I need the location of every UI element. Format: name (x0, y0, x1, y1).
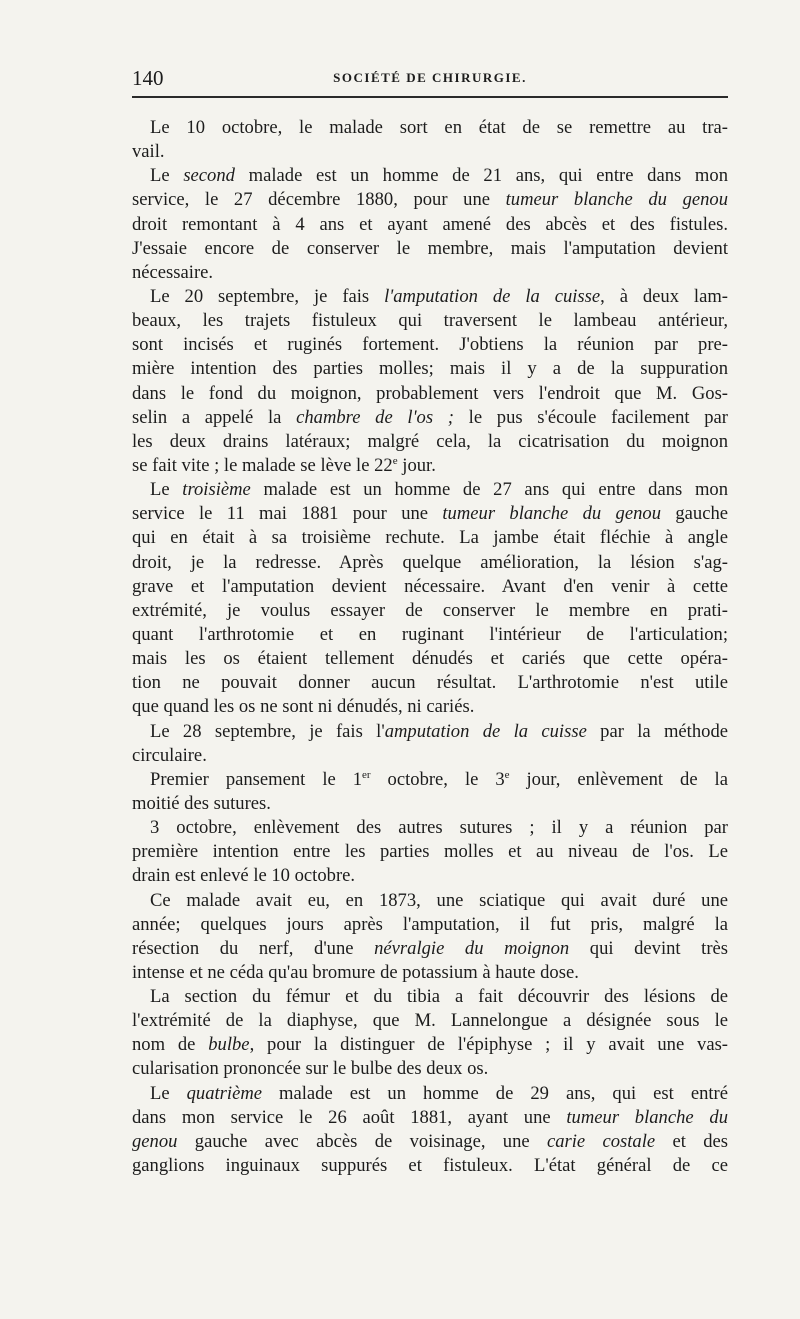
text-segment: et des (655, 1130, 728, 1152)
text-segment: droit, je la redresse. Après quelque amélioration, la lésion s'ag- (132, 551, 728, 573)
text-line (132, 1057, 728, 1081)
text-segment: circulaire. (132, 744, 207, 766)
italic-term: quatrième (186, 1082, 263, 1104)
text-segment: mière intention des parties molles; mais il y a de la suppuration (132, 358, 728, 380)
text-line (132, 188, 728, 212)
text-line (132, 237, 728, 261)
text-segment: Le (150, 165, 184, 187)
text-segment: malade est un homme de 27 ans qui entre dans mon (250, 479, 728, 501)
italic-term: chambre de l'os ; (296, 406, 454, 428)
text-line (132, 1082, 728, 1106)
text-segment: que quand les os ne sont ni dénudés, ni cariés. (132, 696, 475, 718)
text-line (132, 575, 728, 599)
text-line (132, 1130, 728, 1154)
text-segment: se fait vite ; le malade se lève le 22 (132, 454, 393, 476)
text-line (132, 623, 728, 647)
text-segment: J'essaie encore de conserver le membre, mais l'amputation devient (132, 237, 728, 259)
text-segment: jour, enlèvement de la (509, 768, 728, 790)
text-segment: malade est un homme de 29 ans, qui est entré (262, 1082, 728, 1104)
text-segment: nécessaire. (132, 261, 214, 283)
text-line (132, 1009, 728, 1033)
text-segment: , à deux lam- (600, 285, 728, 307)
text-segment: année; quelques jours après l'amputation, il fut pris, malgré la (132, 913, 728, 935)
text-segment: le pus s'écoule facilement par (453, 406, 728, 428)
text-segment: cularisation prononcée sur le bulbe des deux os. (132, 1058, 489, 1080)
text-segment: qui en était à sa troisième rechute. La jambe était fléchie à angle (132, 527, 728, 549)
text-segment: Le 28 septembre, je fais l' (150, 720, 385, 742)
text-segment: mais les os étaient tellement dénudés et cariés que cette opéra- (132, 648, 728, 670)
italic-term: amputation de la cuisse (384, 720, 587, 742)
text-line (132, 768, 728, 792)
text-segment: malade est un homme de 21 ans, qui entre dans mon (234, 165, 728, 187)
text-segment: service le 11 mai 1881 pour une (132, 503, 443, 525)
text-line (132, 816, 728, 840)
text-segment: Le 10 octobre, le malade sort en état de se remettre au tra- (150, 117, 728, 138)
text-segment: droit remontant à 4 ans et ayant amené des abcès et des fistules. (132, 213, 728, 235)
text-segment: Premier pansement le 1 (150, 768, 363, 790)
text-segment: drain est enlevé le 10 octobre. (132, 865, 356, 887)
text-line (132, 454, 728, 478)
text-segment: sont incisés et ruginés fortement. J'obtiens la réunion par pre- (132, 334, 728, 356)
text-segment: extrémité, je voulus essayer de conserver le membre en prati- (132, 599, 728, 621)
body-text (132, 116, 728, 1178)
superscript: e (504, 768, 510, 781)
superscript: er (362, 768, 371, 781)
text-line (132, 164, 728, 188)
text-segment: service, le 27 décembre 1880, pour une (132, 189, 506, 211)
text-line (132, 744, 728, 768)
superscript: e (392, 454, 398, 467)
text-segment: vail. (132, 141, 165, 163)
italic-term: tumeur blanche du genou (505, 189, 729, 211)
text-line (132, 1033, 728, 1057)
text-segment: tion ne pouvait donner aucun résultat. L'arthrotomie n'est utile (132, 672, 728, 694)
text-segment: qui devint très (569, 937, 729, 959)
text-line (132, 478, 728, 502)
text-segment: résection du nerf, d'une (132, 937, 375, 959)
running-title: SOCIÉTÉ DE CHIRURGIE. (333, 70, 527, 85)
text-line (132, 985, 728, 1009)
page-header (132, 66, 728, 98)
text-segment: par la méthode (586, 720, 728, 742)
text-line (132, 502, 728, 526)
page-number: 140 (132, 66, 164, 90)
text-segment: nom de (132, 1034, 209, 1056)
text-segment: 3 octobre, enlèvement des autres sutures ; il y a réunion par (150, 817, 728, 839)
text-line (132, 792, 728, 816)
text-line (132, 599, 728, 623)
text-line (132, 937, 728, 961)
text-line (132, 889, 728, 913)
text-segment: Le (150, 479, 183, 501)
text-segment: , pour la distinguer de l'épiphyse ; il y avait une vas- (249, 1034, 729, 1056)
text-segment: l'extrémité de la diaphyse, que M. Lannelongue a désignée sous le (132, 1010, 728, 1032)
italic-term: second (183, 165, 235, 187)
text-segment: ganglions inguinaux suppurés et fistuleux. L'état général de ce (132, 1155, 728, 1177)
text-segment: première intention entre les parties molles et au niveau de l'os. Le (132, 841, 728, 863)
text-line (132, 864, 728, 888)
italic-term: troisième (182, 479, 251, 501)
text-segment: Le (150, 1082, 187, 1104)
text-segment: dans mon service le 26 août 1881, ayant une (132, 1106, 567, 1128)
italic-term: l'amputation de la cuisse (384, 285, 601, 307)
text-line (132, 551, 728, 575)
text-segment: quant l'arthrotomie et en ruginant l'intérieur de l'articulation; (132, 623, 728, 645)
text-line (132, 140, 728, 164)
italic-term: bulbe (208, 1034, 250, 1056)
text-segment: les deux drains latéraux; malgré cela, la cicatrisation du moignon (132, 430, 728, 452)
text-line (132, 406, 728, 430)
text-line (132, 261, 728, 285)
text-line (132, 526, 728, 550)
text-line (132, 430, 728, 454)
text-segment: beaux, les trajets fistuleux qui traversent le lambeau antérieur, (132, 310, 728, 332)
text-line (132, 720, 728, 744)
text-segment: La section du fémur et du tibia a fait découvrir des lésions de (150, 986, 728, 1008)
text-line (132, 116, 728, 140)
text-segment: Le 20 septembre, je fais (150, 285, 385, 307)
text-segment: gauche (661, 503, 728, 525)
italic-term: genou (132, 1130, 178, 1152)
italic-term: névralgie du moignon (374, 937, 570, 959)
text-line (132, 333, 728, 357)
text-segment: intense et ne céda qu'au bromure de potassium à haute dose. (132, 961, 579, 983)
text-line (132, 913, 728, 937)
text-line (132, 840, 728, 864)
text-line (132, 357, 728, 381)
text-segment: selin a appelé la (132, 406, 297, 428)
italic-term: carie costale (546, 1130, 656, 1152)
text-segment: octobre, le 3 (370, 768, 505, 790)
text-segment: dans le fond du moignon, probablement vers l'endroit que M. Gos- (132, 382, 728, 404)
text-line (132, 647, 728, 671)
text-segment: Ce malade avait eu, en 1873, une sciatique qui avait duré une (150, 889, 728, 911)
text-segment: gauche avec abcès de voisinage, une (177, 1130, 547, 1152)
text-line (132, 961, 728, 985)
italic-term: tumeur blanche du genou (442, 503, 661, 525)
text-line (132, 695, 728, 719)
text-line (132, 1106, 728, 1130)
text-line (132, 309, 728, 333)
text-line (132, 1154, 728, 1178)
italic-term: tumeur blanche du (566, 1106, 728, 1128)
text-segment: grave et l'amputation devient nécessaire. Avant d'en venir à cette (132, 575, 728, 597)
text-line (132, 213, 728, 237)
text-line (132, 285, 728, 309)
text-segment: jour. (397, 454, 436, 476)
text-line (132, 382, 728, 406)
text-line (132, 671, 728, 695)
text-segment: moitié des sutures. (132, 792, 271, 814)
